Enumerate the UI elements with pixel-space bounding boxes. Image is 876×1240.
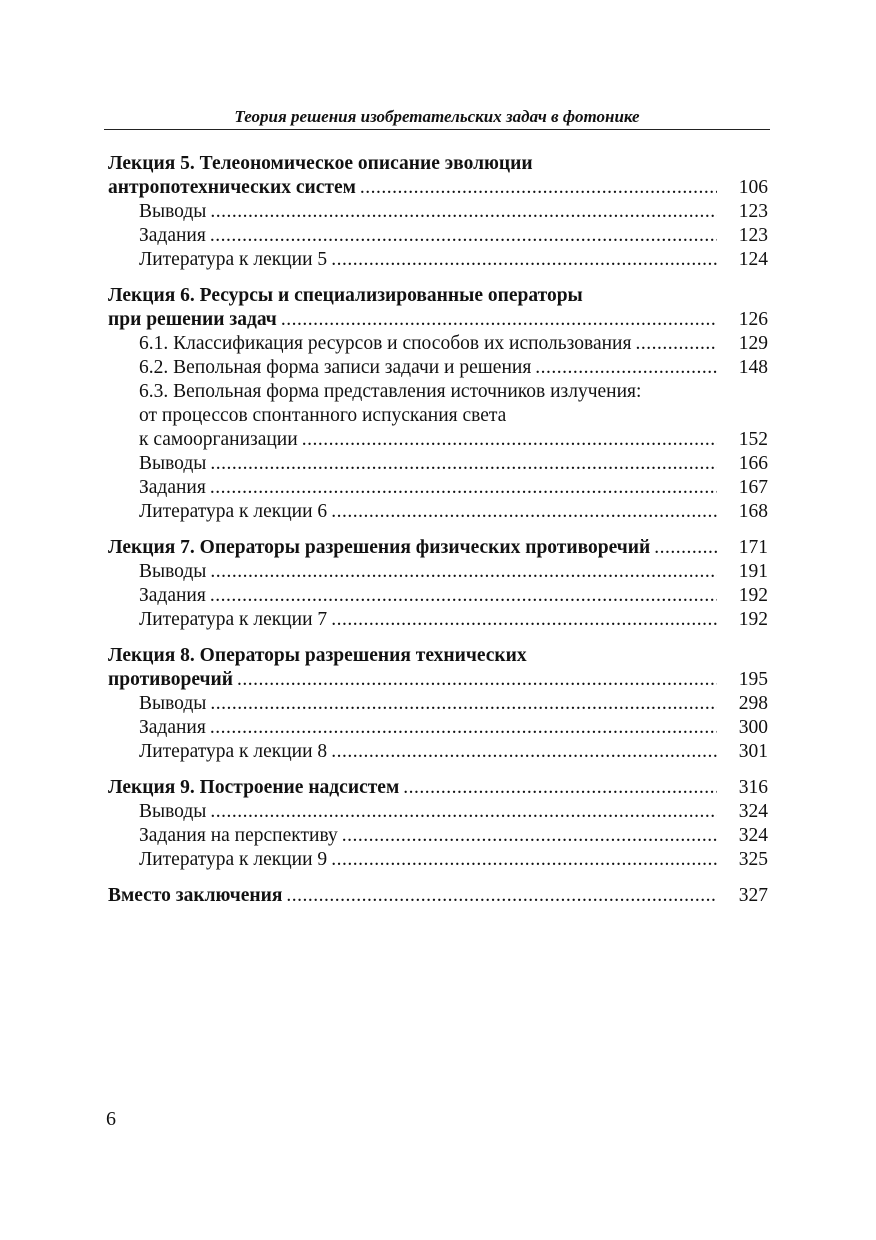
toc-title: Лекция 9. Построение надсистем bbox=[108, 777, 400, 798]
dot-leader bbox=[210, 716, 717, 740]
dot-leader bbox=[302, 428, 717, 452]
page-ref: 195 bbox=[738, 669, 768, 690]
toc-subitem[interactable] bbox=[108, 224, 768, 248]
toc-subitem-label: Литература к лекции 6 bbox=[139, 501, 328, 522]
page-ref: 168 bbox=[738, 501, 768, 522]
dot-leader bbox=[331, 848, 717, 872]
dot-leader bbox=[654, 536, 717, 560]
page-ref: 324 bbox=[738, 825, 768, 846]
page-ref: 123 bbox=[738, 225, 768, 246]
toc-subitem-line: от процессов спонтанного испускания света bbox=[139, 405, 507, 426]
dot-leader bbox=[360, 176, 717, 200]
toc-entry-lecture-6 bbox=[108, 284, 768, 524]
page-ref: 192 bbox=[738, 585, 768, 606]
toc-subitem-line: 6.3. Вепольная форма представления источников излучения: bbox=[139, 381, 642, 402]
page-ref: 192 bbox=[738, 609, 768, 630]
toc-title: антропотехнических систем bbox=[108, 177, 356, 198]
toc-subitem[interactable] bbox=[108, 716, 768, 740]
toc-row[interactable] bbox=[108, 536, 768, 560]
dot-leader bbox=[281, 308, 717, 332]
toc-subitem[interactable] bbox=[108, 692, 768, 716]
toc-subitem[interactable] bbox=[108, 428, 768, 452]
page-ref: 301 bbox=[738, 741, 768, 762]
toc-subitem-label: Литература к лекции 9 bbox=[139, 849, 328, 870]
dot-leader bbox=[635, 332, 717, 356]
toc-title: Вместо заключения bbox=[108, 885, 283, 906]
page-number: 6 bbox=[106, 1108, 116, 1130]
toc-row[interactable] bbox=[108, 668, 768, 692]
toc-subitem[interactable] bbox=[108, 356, 768, 380]
page-ref: 171 bbox=[738, 537, 768, 558]
header-rule bbox=[104, 129, 770, 130]
page-ref: 298 bbox=[738, 693, 768, 714]
running-head: Теория решения изобретательских задач в фотонике bbox=[234, 107, 640, 126]
toc-entry-lecture-9 bbox=[108, 776, 768, 872]
dot-leader bbox=[210, 476, 717, 500]
toc-entry-lecture-7 bbox=[108, 536, 768, 632]
toc-subitem-label: Выводы bbox=[139, 801, 207, 822]
toc-subitem-label: Задания bbox=[139, 585, 206, 606]
toc-subitem-label: Литература к лекции 8 bbox=[139, 741, 328, 762]
page-ref: 148 bbox=[738, 357, 768, 378]
dot-leader bbox=[403, 776, 717, 800]
toc-subitem[interactable] bbox=[108, 848, 768, 872]
toc-subitem-label: Литература к лекции 7 bbox=[139, 609, 328, 630]
dot-leader bbox=[210, 224, 717, 248]
page-ref: 124 bbox=[738, 249, 768, 270]
toc-row[interactable] bbox=[108, 884, 768, 908]
dot-leader bbox=[210, 560, 717, 584]
dot-leader bbox=[331, 740, 717, 764]
page-ref: 300 bbox=[738, 717, 768, 738]
page-ref: 167 bbox=[738, 477, 768, 498]
toc-subitem[interactable] bbox=[108, 608, 768, 632]
toc-row[interactable] bbox=[108, 308, 768, 332]
page-ref: 126 bbox=[738, 309, 768, 330]
dot-leader bbox=[210, 584, 717, 608]
toc-subitem[interactable] bbox=[108, 500, 768, 524]
toc-title-line: Лекция 8. Операторы разрешения технических bbox=[108, 645, 527, 666]
page-ref: 152 bbox=[738, 429, 768, 450]
toc-row[interactable] bbox=[108, 776, 768, 800]
dot-leader bbox=[237, 668, 717, 692]
toc-subitem[interactable] bbox=[108, 332, 768, 356]
toc-subitem-label: 6.1. Классификация ресурсов и способов их использования bbox=[139, 333, 632, 354]
toc-subitem-label: Задания bbox=[139, 717, 206, 738]
dot-leader bbox=[342, 824, 717, 848]
dot-leader bbox=[331, 248, 717, 272]
page-ref: 123 bbox=[738, 201, 768, 222]
toc-subitem-label: Выводы bbox=[139, 453, 207, 474]
page-ref: 129 bbox=[738, 333, 768, 354]
dot-leader bbox=[535, 356, 717, 380]
toc-subitem[interactable] bbox=[108, 200, 768, 224]
page-ref: 324 bbox=[738, 801, 768, 822]
toc-subitem-label: Литература к лекции 5 bbox=[139, 249, 328, 270]
toc-subitem[interactable] bbox=[108, 248, 768, 272]
dot-leader bbox=[331, 608, 717, 632]
toc-subitem-label: Выводы bbox=[139, 201, 207, 222]
toc-subitem-label: Задания bbox=[139, 225, 206, 246]
dot-leader bbox=[210, 800, 717, 824]
dot-leader bbox=[210, 452, 717, 476]
page-ref: 327 bbox=[738, 885, 768, 906]
toc-subitem-label: Задания bbox=[139, 477, 206, 498]
toc-entry-lecture-8 bbox=[108, 644, 768, 764]
toc-row[interactable] bbox=[108, 176, 768, 200]
dot-leader bbox=[286, 884, 717, 908]
page-ref: 166 bbox=[738, 453, 768, 474]
toc-subitem-label: Задания на перспективу bbox=[139, 825, 338, 846]
toc-title-line: Лекция 5. Телеономическое описание эволюции bbox=[108, 153, 533, 174]
dot-leader bbox=[210, 692, 717, 716]
toc-entry-conclusion bbox=[108, 884, 768, 908]
page-ref: 325 bbox=[738, 849, 768, 870]
page-ref: 191 bbox=[738, 561, 768, 582]
toc-subitem[interactable] bbox=[108, 560, 768, 584]
toc-title: Лекция 7. Операторы разрешения физических противоречий bbox=[108, 537, 651, 558]
dot-leader bbox=[331, 500, 717, 524]
toc-subitem[interactable] bbox=[108, 476, 768, 500]
toc-entry-lecture-5 bbox=[108, 152, 768, 272]
toc-title: при решении задач bbox=[108, 309, 277, 330]
dot-leader bbox=[210, 200, 717, 224]
page-ref: 316 bbox=[738, 777, 768, 798]
toc-subitem[interactable] bbox=[108, 584, 768, 608]
toc-subitem[interactable] bbox=[108, 740, 768, 764]
toc-subitem[interactable] bbox=[108, 824, 768, 848]
page-ref: 106 bbox=[738, 177, 768, 198]
toc-subitem-label: 6.2. Вепольная форма записи задачи и решения bbox=[139, 357, 532, 378]
toc-subitem-label: к самоорганизации bbox=[139, 429, 298, 450]
toc-title-line: Лекция 6. Ресурсы и специализированные операторы bbox=[108, 285, 583, 306]
toc-subitem[interactable] bbox=[108, 800, 768, 824]
table-of-contents bbox=[108, 152, 768, 908]
toc-title: противоречий bbox=[108, 669, 234, 690]
toc-subitem[interactable] bbox=[108, 452, 768, 476]
toc-subitem-label: Выводы bbox=[139, 693, 207, 714]
toc-subitem-label: Выводы bbox=[139, 561, 207, 582]
